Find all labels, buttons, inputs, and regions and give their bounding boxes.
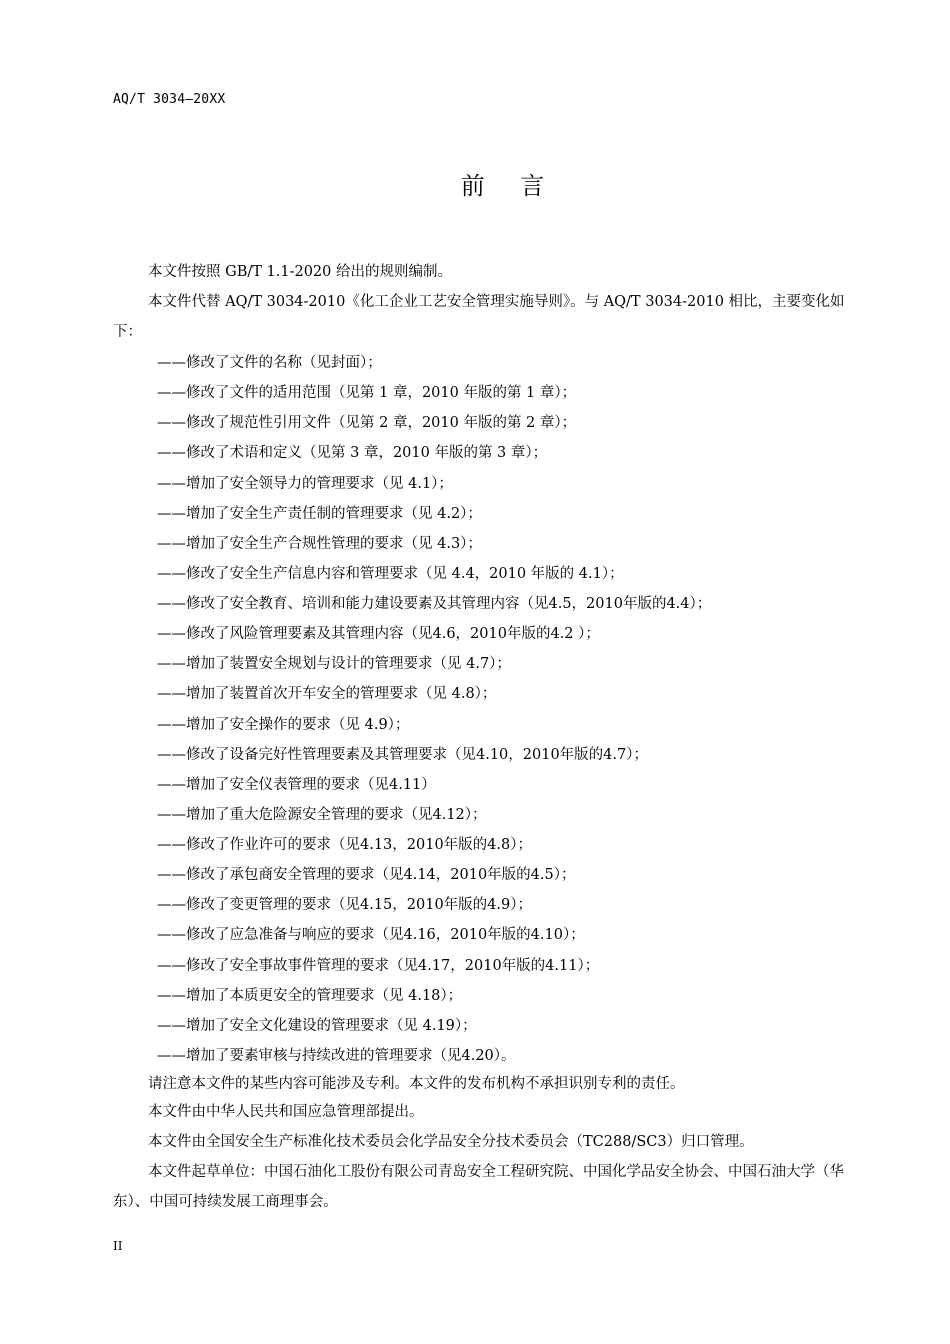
list-item: ——增加了安全领导力的管理要求（见 4.1）； xyxy=(157,475,453,492)
standard-code: AQ/T 3034—20XX xyxy=(113,92,226,107)
list-item: ——修改了安全事故事件管理的要求（见4.17，2010年版的4.11）； xyxy=(157,957,600,974)
patent-notice: 请注意本文件的某些内容可能涉及专利。本文件的发布机构不承担识别专利的责任。 xyxy=(148,1076,685,1092)
drafting-units: 本文件起草单位：中国石油化工股份有限公司青岛安全工程研究院、中国化学品安全协会、中国石油大学（华东）、中国可持续发展工商理事会。 xyxy=(113,1164,844,1210)
list-item: ——增加了安全文化建设的管理要求（见 4.19）； xyxy=(157,1017,477,1034)
list-item: ——增加了要素审核与持续改进的管理要求（见4.20）。 xyxy=(157,1047,516,1064)
list-item: ——修改了安全教育、培训和能力建设要素及其管理内容（见4.5，2010年版的4.4）； xyxy=(157,596,712,612)
list-item: ——增加了安全操作的要求（见 4.9）； xyxy=(157,716,410,733)
list-item: ——修改了规范性引用文件（见第 2 章，2010 年版的第 2 章）； xyxy=(157,415,577,432)
list-item: ——修改了作业许可的要求（见4.13，2010年版的4.8）； xyxy=(157,837,532,853)
list-item: ——增加了重大危险源安全管理的要求（见4.12）； xyxy=(157,806,487,823)
list-item: ——修改了术语和定义（见第 3 章，2010 年版的第 3 章）； xyxy=(157,445,548,462)
list-item: ——增加了安全仪表管理的要求（见4.11） xyxy=(157,776,436,793)
intro-paragraph-1: 本文件按照 GB/T 1.1-2020 给出的规则编制。 xyxy=(148,264,452,280)
list-item: ——修改了应急准备与响应的要求（见4.16，2010年版的4.10）； xyxy=(157,927,585,944)
proposer-statement: 本文件由中华人民共和国应急管理部提出。 xyxy=(148,1104,424,1120)
list-item: ——增加了安全生产合规性管理的要求（见 4.3）； xyxy=(157,535,482,552)
list-item: ——修改了风险管理要素及其管理内容（见4.6，2010年版的4.2 ）； xyxy=(157,626,600,643)
changes-list xyxy=(157,348,711,1071)
list-item: ——增加了装置安全规划与设计的管理要求（见 4.7）； xyxy=(157,656,511,673)
list-item: ——修改了变更管理的要求（见4.15，2010年版的4.9）； xyxy=(157,897,532,914)
list-item: ——修改了文件的名称（见封面）； xyxy=(157,355,382,371)
list-item: ——修改了安全生产信息内容和管理要求（见 4.4，2010 年版的 4.1）； xyxy=(157,565,624,582)
list-item: ——增加了安全生产责任制的管理要求（见 4.2）； xyxy=(157,505,482,522)
list-item: ——增加了本质更安全的管理要求（见 4.18）； xyxy=(157,987,463,1004)
list-item: ——修改了文件的适用范围（见第 1 章，2010 年版的第 1 章）； xyxy=(157,385,577,402)
page-number: II xyxy=(113,1239,123,1253)
page-title: 前 言 xyxy=(460,172,546,200)
list-item: ——修改了设备完好性管理要素及其管理要求（见4.10，2010年版的4.7）； xyxy=(157,746,648,763)
list-item: ——修改了承包商安全管理的要求（见4.14，2010年版的4.5）； xyxy=(157,867,576,884)
intro-paragraph-2: 本文件代替 AQ/T 3034-2010《化工企业工艺安全管理实施导则》。与 AQ/T 3034-2010 相比，主要变化如下： xyxy=(113,294,845,340)
administration-statement: 本文件由全国安全生产标准化技术委员会化学品安全分技术委员会（TC288/SC3）归口管理。 xyxy=(148,1134,754,1150)
list-item: ——增加了装置首次开车安全的管理要求（见 4.8）； xyxy=(157,686,497,703)
